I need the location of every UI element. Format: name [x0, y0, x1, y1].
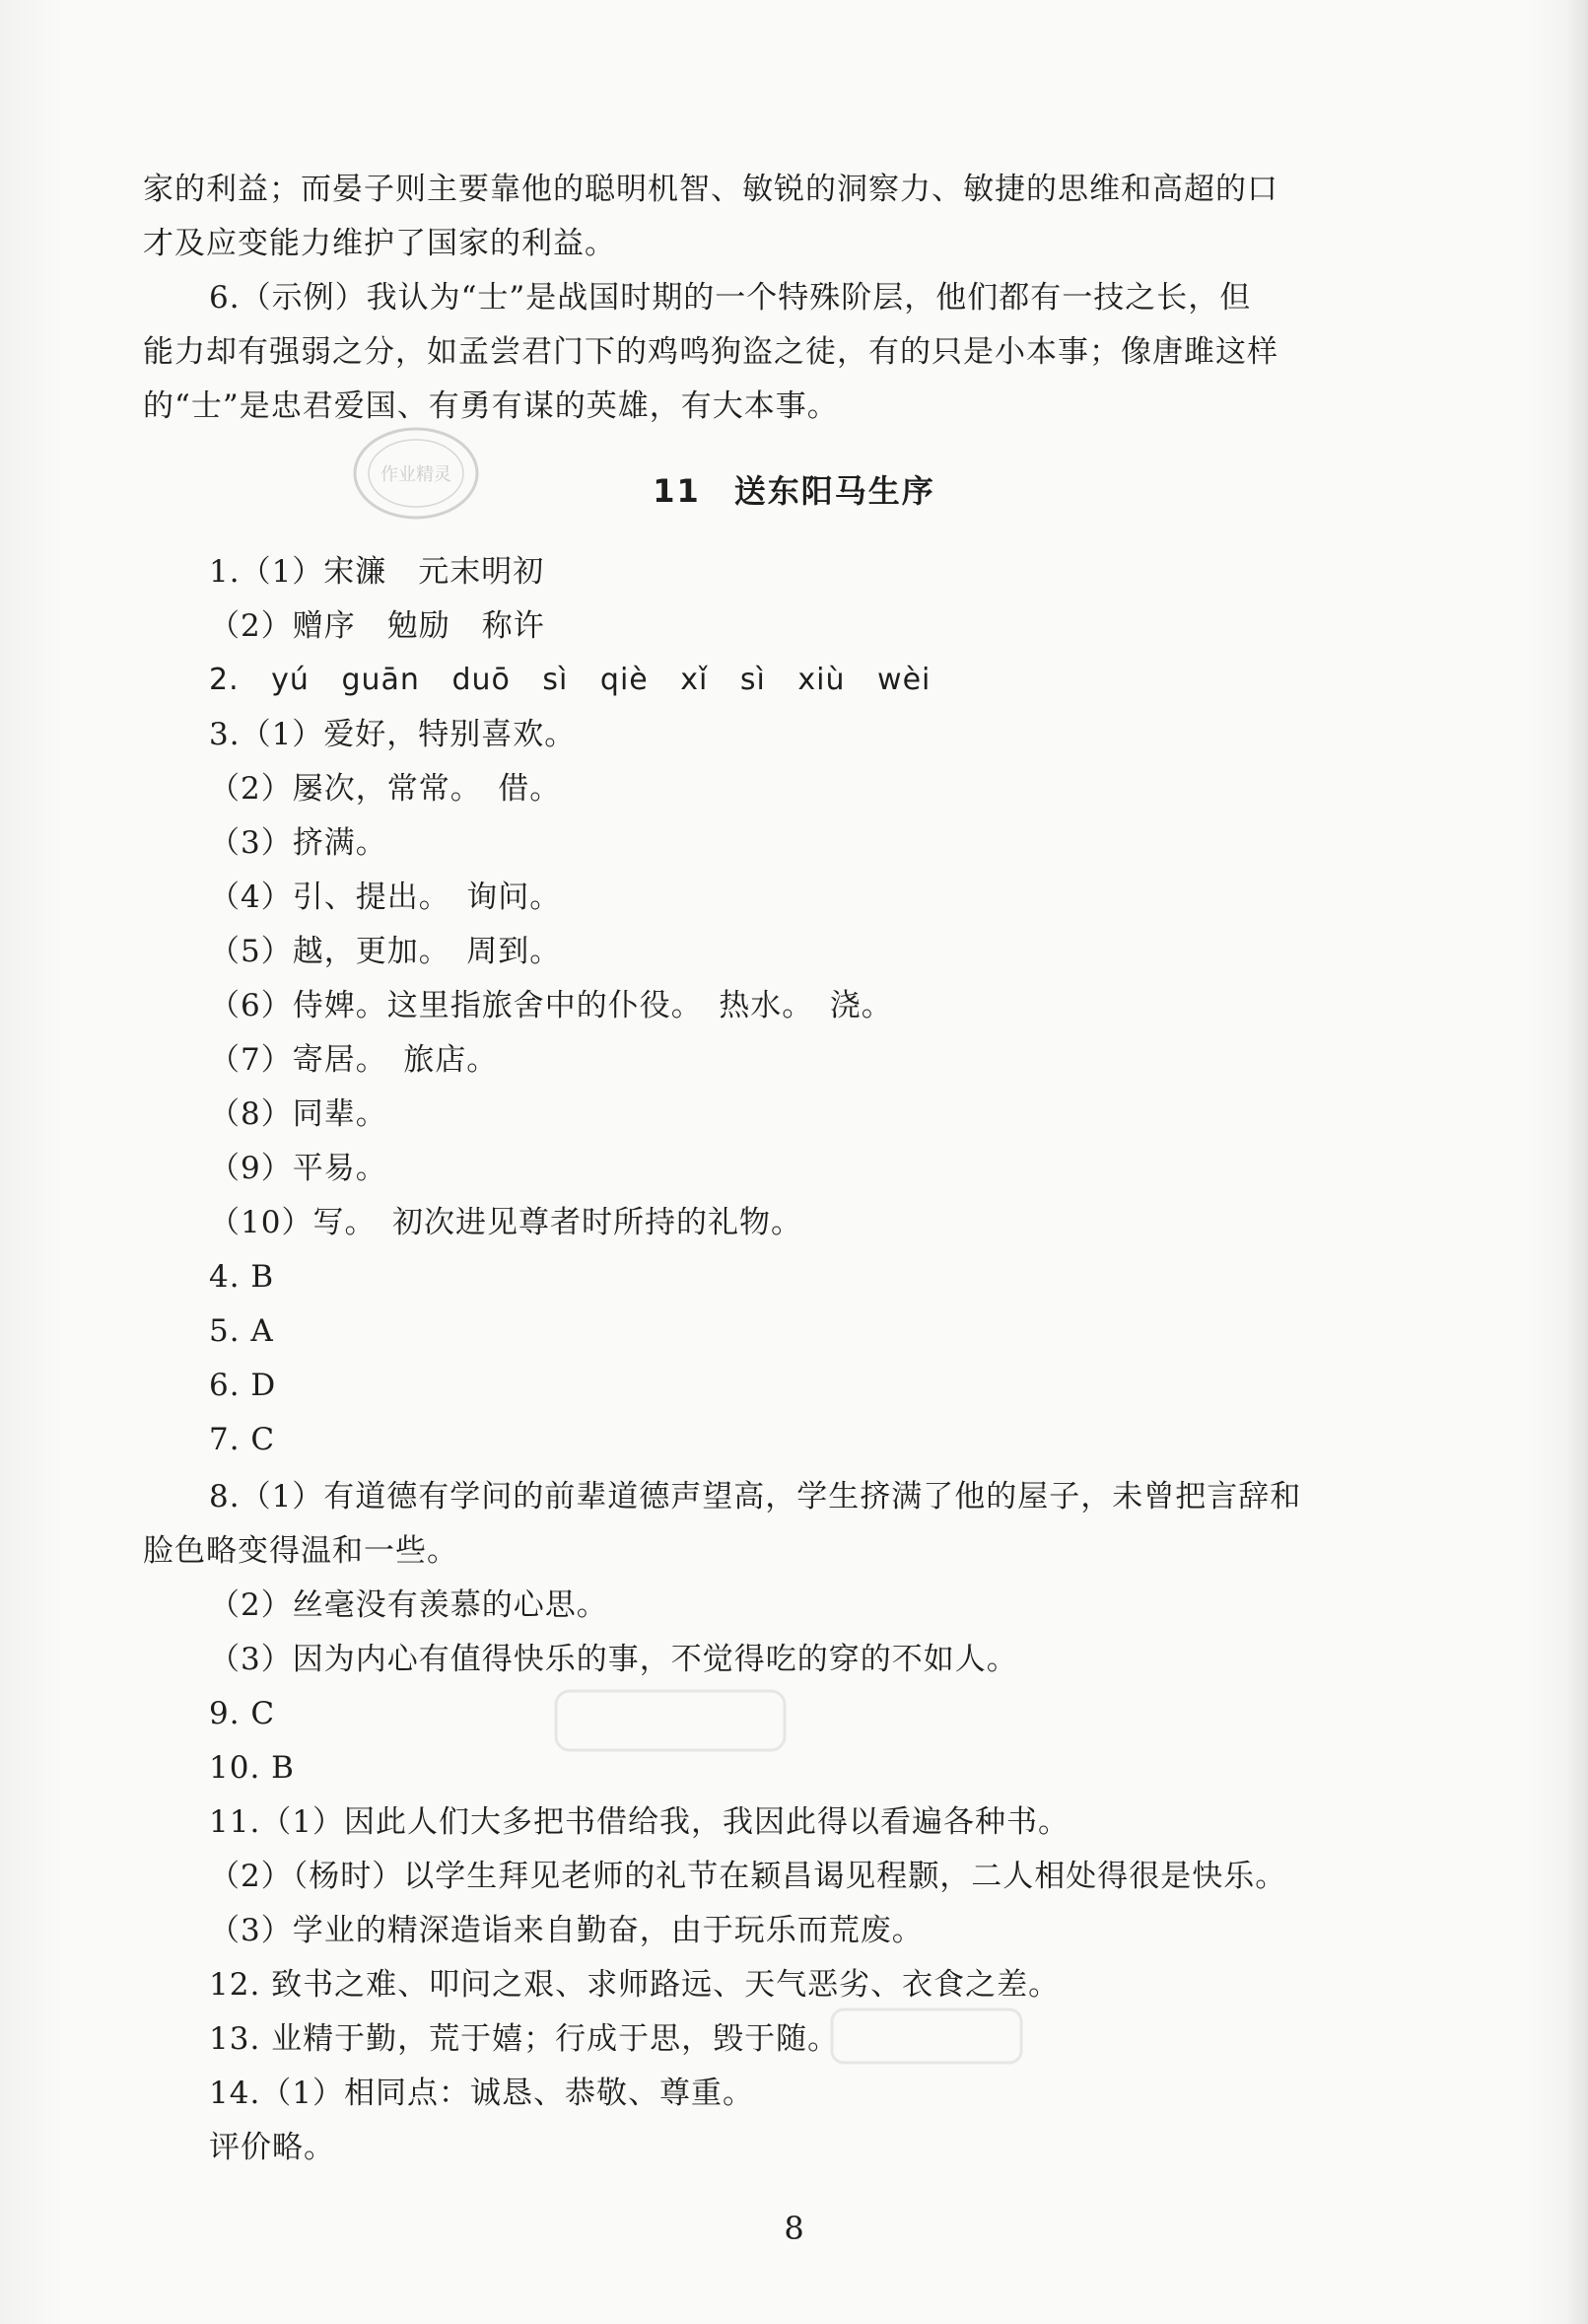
answer-3-3: （3）挤满。 — [209, 825, 387, 861]
svg-text:作业精灵: 作业精灵 — [380, 464, 451, 485]
answer-1-1: 1.（1）宋濂 元末明初 — [209, 554, 545, 590]
answer-11-1: 11.（1）因此人们大多把书借给我，我因此得以看遍各种书。 — [209, 1804, 1070, 1840]
intro-line-2: 才及应变能力维护了国家的利益。 — [143, 226, 616, 261]
answer-1-2: （2）赠序 勉励 称许 — [209, 608, 545, 644]
answer-7: 7. C — [209, 1422, 276, 1457]
answer-8-1b: 脸色略变得温和一些。 — [143, 1533, 458, 1569]
answer-13: 13. 业精于勤，荒于嬉；行成于思，毁于随。 — [209, 2021, 840, 2057]
answer-3-4: （4）引、提出。 询问。 — [209, 880, 562, 915]
answer-3-1: 3.（1）爱好，特别喜欢。 — [209, 717, 577, 752]
page-number: 8 — [784, 2210, 804, 2247]
q6-prev-line-3: 的“士”是忠君爱国、有勇有谋的英雄，有大本事。 — [143, 388, 839, 424]
answer-3-10: （10）写。 初次进见尊者时所持的礼物。 — [209, 1205, 802, 1240]
answer-6: 6. D — [209, 1368, 277, 1403]
answer-3-8: （8）同辈。 — [209, 1096, 387, 1132]
answer-8-1a: 8.（1）有道德有学问的前辈道德声望高，学生挤满了他的屋子，未曾把言辞和 — [209, 1479, 1302, 1514]
answer-3-5: （5）越，更加。 周到。 — [209, 934, 562, 969]
answer-9: 9. C — [209, 1696, 276, 1731]
answer-3-6: （6）侍婢。这里指旅舍中的仆役。 热水。 浇。 — [209, 988, 893, 1023]
answer-12: 12. 致书之难、叩问之艰、求师路远、天气恶劣、衣食之差。 — [209, 1967, 1061, 2003]
answer-8-2: （2）丝毫没有羡慕的心思。 — [209, 1587, 608, 1623]
answer-2-pinyin: 2. yú guān duō sì qiè xǐ sì xiù wèi — [209, 663, 932, 697]
answer-11-2: （2）（杨时）以学生拜见老师的礼节在颖昌谒见程颢，二人相处得很是快乐。 — [209, 1859, 1287, 1894]
answer-14-1: 14.（1）相同点：诚恳、恭敬、尊重。 — [209, 2076, 755, 2111]
watermark-1 — [552, 1681, 789, 1775]
answer-14-2: 评价略。 — [209, 2130, 335, 2165]
section-title-text: 送东阳马生序 — [733, 472, 935, 510]
intro-line-1: 家的利益；而晏子则主要靠他的聪明机智、敏锐的洞察力、敏捷的思维和高超的口 — [143, 172, 1278, 207]
answer-5: 5. A — [209, 1313, 274, 1349]
answer-4: 4. B — [209, 1259, 275, 1295]
answer-3-2: （2）屡次，常常。 借。 — [209, 771, 562, 807]
answer-3-9: （9）平易。 — [209, 1151, 387, 1186]
answer-8-3: （3）因为内心有值得快乐的事，不觉得吃的穿的不如人。 — [209, 1642, 1018, 1677]
section-number: 11 — [653, 472, 701, 510]
watermark-2 — [828, 2002, 1025, 2085]
answer-10: 10. B — [209, 1750, 295, 1786]
q6-prev-line-1: 6.（示例）我认为“士”是战国时期的一个特殊阶层，他们都有一技之长，但 — [209, 280, 1252, 316]
answer-3-7: （7）寄居。 旅店。 — [209, 1042, 499, 1078]
answer-11-3: （3）学业的精深造诣来自勤奋，由于玩乐而荒废。 — [209, 1913, 924, 1948]
q6-prev-line-2: 能力却有强弱之分，如孟尝君门下的鸡鸣狗盗之徒，有的只是小本事；像唐雎这样 — [143, 334, 1278, 370]
page-edge-shadow — [1566, 0, 1588, 2324]
section-title — [0, 467, 1588, 515]
